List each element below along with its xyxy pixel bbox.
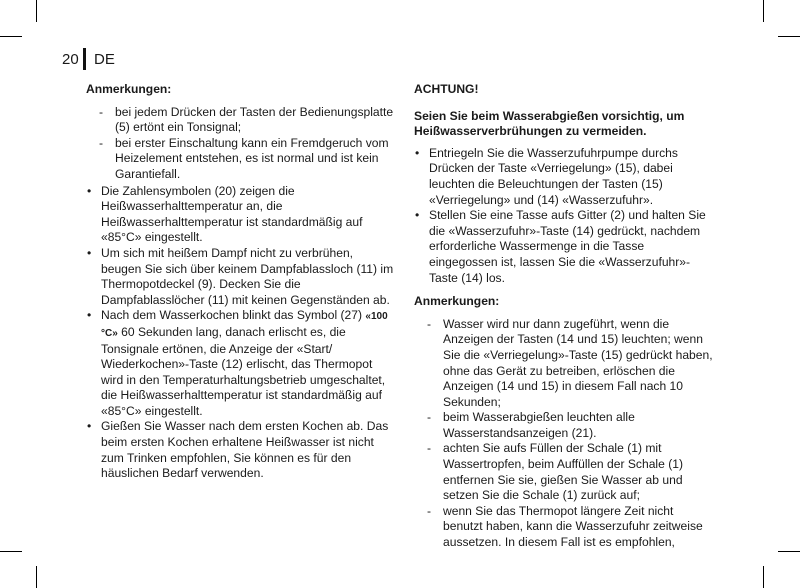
warning-text: Seien Sie beim Wasserabgießen vorsichtig, um Heißwasserverbrühungen zu vermeiden.: [414, 108, 685, 139]
crop-mark: [763, 0, 764, 22]
notes-heading: Anmerkungen:: [86, 82, 172, 96]
list-item: - achten Sie aufs Füllen der Schale (1) mit Wassertropfen, beim Auffüllen der Schale (1) entfernen Sie sie, gießen Sie Wasser ab und setzen Sie die Schale (1) zurück auf;: [414, 441, 714, 503]
list-item: - Wasser wird nur dann zugeführt, wenn die Anzeigen der Tasten (14 und 15) leuchten; wenn Sie die «Verriegelung»-Taste (15) gedrückt haben, ohne das Gerät zu betreiben, erlöschen die Anzeigen (14 und 15) in diesem Fall nach 10 Sekunden;: [414, 317, 714, 411]
crop-mark: [36, 0, 37, 22]
crop-mark: [778, 551, 800, 552]
notes-dash-list: [414, 317, 714, 551]
list-item: • Die Zahlensymbolen (20) zeigen die Heißwasserhalttemperatur an, die Heißwasserhalttemperatur ist standardmäßig auf «85°C» eingestellt.: [86, 184, 394, 246]
warning-title: ACHTUNG!: [414, 82, 479, 96]
list-item: - beim Wasserabgießen leuchten alle Wasserstandsanzeigen (21).: [414, 410, 714, 441]
notes-dash-list: [86, 105, 394, 183]
list-item: • Entriegeln Sie die Wasserzufuhrpumpe durchs Drücken der Taste «Verriegelung» (15), dabei leuchten die Beleuchtungen der Tasten (15) «Verriegelung» und (14) «Wasserzufuhr».: [414, 146, 714, 208]
list-item: [86, 308, 394, 419]
crop-mark: [778, 36, 800, 37]
list-item-text: Nach dem Wasserkochen blinkt das Symbol (27): [101, 308, 366, 323]
crop-mark: [0, 551, 22, 552]
list-item: - bei erster Einschaltung kann ein Fremdgeruch vom Heizelement entstehen, es ist normal und ist kein Garantiefall.: [86, 136, 394, 183]
language-label: DE: [94, 51, 115, 68]
bullet-list: [414, 146, 714, 286]
page-number: 20: [62, 51, 79, 68]
bullet-list: [86, 184, 394, 482]
list-item: • Gießen Sie Wasser nach dem ersten Kochen ab. Das beim ersten Kochen erhaltene Heißwasser ist nicht zum Trinken empfohlen, Sie können es für den häuslichen Bedarf verwenden.: [86, 419, 394, 481]
temperature-symbol-label: «100 °C»: [101, 311, 388, 339]
crop-mark: [0, 36, 22, 37]
left-column: [86, 82, 394, 482]
right-column: [414, 82, 714, 551]
list-item: • Stellen Sie eine Tasse aufs Gitter (2) und halten Sie die «Wasserzufuhr»-Taste (14) gedrückt, nachdem erforderliche Wassermenge in die Tasse eingegossen ist, lassen Sie die «Wasserzufuhr»-Taste (14) los.: [414, 208, 714, 286]
list-item: - wenn Sie das Thermopot längere Zeit nicht benutzt haben, kann die Wasserzufuhr zeitweise aussetzen. In diesem Fall ist es empfohlen,: [414, 504, 714, 551]
list-item: - bei jedem Drücken der Tasten der Bedienungsplatte (5) ertönt ein Tonsignal;: [86, 105, 394, 136]
crop-mark: [36, 566, 37, 588]
list-item-text: 60 Sekunden lang, danach erlischt es, die Tonsignale ertönen, die Anzeige der «Start/ Wiederkochen»-Taste (12) erlischt, das Thermopot wird in den Temperaturhaltungsbetrieb umgeschaltet, die Heißwasserhalttemperatur ist standardmäßig auf «85°C» eingestellt.: [101, 324, 386, 418]
crop-mark: [763, 566, 764, 588]
header-divider: [83, 48, 86, 70]
notes-heading: Anmerkungen:: [414, 294, 500, 309]
list-item: • Um sich mit heißem Dampf nicht zu verbrühen, beugen Sie sich über keinem Dampfablassloch (11) im Thermopotdeckel (9). Decken Sie die Dampfablasslöcher (11) mit keinen Gegenständen ab.: [86, 246, 394, 308]
